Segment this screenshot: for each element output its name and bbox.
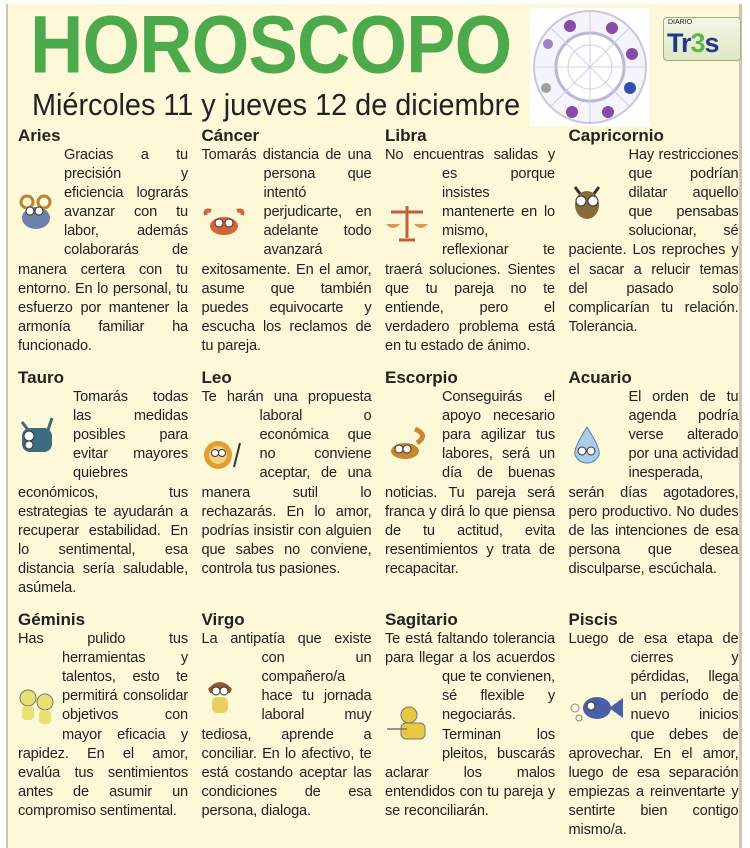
sign-name: Libra [385, 126, 427, 145]
sign-escorpio [385, 368, 555, 579]
goat-icon [569, 165, 629, 241]
sign-name: Escorpio [385, 368, 458, 388]
sign-name: Leo [201, 368, 232, 388]
sign-text: Hay restricciones que podrían dilatar aquello que pensabas solucionar, sé paciente. Los reproches y el sacar a relucir temas del pasado solo complicarían tu relación. Tolerancia. [568, 147, 739, 335]
sign-capricornio [569, 126, 739, 337]
sign-geminis [18, 610, 188, 821]
sign-libra [385, 126, 555, 356]
sign-cancer [202, 126, 372, 356]
sign-text: Gracias a tu precisión y eficiencia lograrás avanzar con tu labor, además colaborarás de manera certera con tu entorno. En lo personal, tu esfuerzo por mantener la armonía familiar ha funcionado. [18, 147, 188, 354]
sign-aries [18, 126, 188, 356]
sign-virgo [202, 610, 372, 821]
sign-name: Piscis [568, 610, 618, 630]
sign-name: Géminis [18, 610, 86, 630]
sign-text: Luego de esa etapa de cierres y pérdidas, llega un período de nuevo inicios que debes de aprovechar. En el amor, luego de esa separación empiezas a reinventarte y sentirte bien contigo mismo/a. [568, 631, 739, 838]
sign-name: Sagitario [385, 610, 458, 630]
sign-sagitario [385, 610, 555, 821]
lion-icon [202, 426, 260, 483]
sign-name: Tauro [18, 368, 64, 388]
sign-text: El orden de tu agenda podría verse alterado por una actividad inesperada, serán días agotadores, pero productivo. No dudes de las intenciones de esa persona que desea disculparse, escúchala. [568, 389, 739, 577]
sign-name: Capricornio [568, 126, 664, 145]
diario-tres-logo [663, 17, 741, 61]
sign-leo [202, 368, 372, 579]
sign-text: Has pulido tus herramientas y talentos, esto te permitirá consolidar objetivos con mayor eficacia y rapidez. En el amor, evalúa tus sentimientos antes de asumir un compromiso sentimental. [18, 631, 188, 819]
archer-icon [385, 687, 442, 763]
sign-tauro [18, 368, 188, 598]
sign-text: Te está faltando tolerancia para llegar a los acuerdos que te convienen, sé flexible y negociarás. Terminan los pleitos, buscarás aclarar los malos entendidos con tu pareja y se reconciliarán. [385, 631, 555, 819]
sign-text: Tomarás distancia de una persona que intentó perjudicarte, en adelante todo avanzará exitosamente. En el amor, asume que también puedes equivocarte y escucha los reclamos de tu pareja. [201, 147, 372, 354]
sign-name: Aries [18, 126, 61, 145]
crab-icon [202, 184, 264, 260]
logo-small-text: DIARIO [668, 19, 693, 26]
sign-name: Cáncer [201, 126, 260, 145]
zodiac-wheel-icon [530, 8, 650, 126]
logo-text-3: 3 [690, 28, 705, 58]
signs-grid [18, 126, 739, 840]
date-subtitle: Miércoles 11 y jueves 12 de diciembre [32, 87, 521, 122]
horoscope-page [6, 0, 742, 848]
bull-icon [18, 388, 73, 483]
logo-text-s: s [704, 28, 719, 58]
scales-icon [385, 184, 442, 260]
page-title: HOROSCOPO [30, 0, 512, 91]
sign-text: No encuentras salidas y es porque insistes mantenerte en lo mismo, reflexionar te traerá soluciones. Sientes que tu pareja no te entiende, pero el verdadero problema está en tu estado de ánimo. [385, 147, 555, 354]
logo-text [667, 28, 719, 58]
sign-piscis [569, 610, 739, 840]
scorpion-icon [385, 407, 442, 483]
sign-name: Virgo [201, 610, 245, 630]
sign-text: Tomarás todas las medidas posibles para evitar mayores quiebres económicos, tus estrategias te ayudarán a recuperar estabilidad. En lo sentimental, esa distancia sería saludable, asúmela. [18, 389, 188, 596]
fish-icon [569, 668, 631, 744]
twins-icon [18, 668, 62, 744]
maiden-icon [202, 668, 262, 725]
sign-name: Acuario [568, 368, 632, 388]
sign-text: Conseguirás el apoyo necesario para agilizar tus labores, será un día de buenas noticias. Tu pareja será franca y dirá lo que piensa de tu actitud, evita resentimientos y trata de recapacitar. [385, 389, 555, 577]
logo-text-tr: Tr [667, 28, 691, 58]
sign-text: La antipatía que existe con un compañero/a hace tu jornada laboral muy tediosa, aprende a conciliar. En lo afectivo, te está costando aceptar las condiciones de esa persona, dialoga. [201, 631, 372, 819]
water-drop-icon [569, 407, 629, 483]
sign-acuario [569, 368, 739, 579]
sign-text: Te harán una propuesta laboral o económica que no conviene aceptar, de una manera sutil lo rechazarás. En lo amor, podrías insistir con alguien que sabes no conviene, controla tus pasiones. [201, 389, 372, 577]
ram-icon [18, 165, 64, 260]
